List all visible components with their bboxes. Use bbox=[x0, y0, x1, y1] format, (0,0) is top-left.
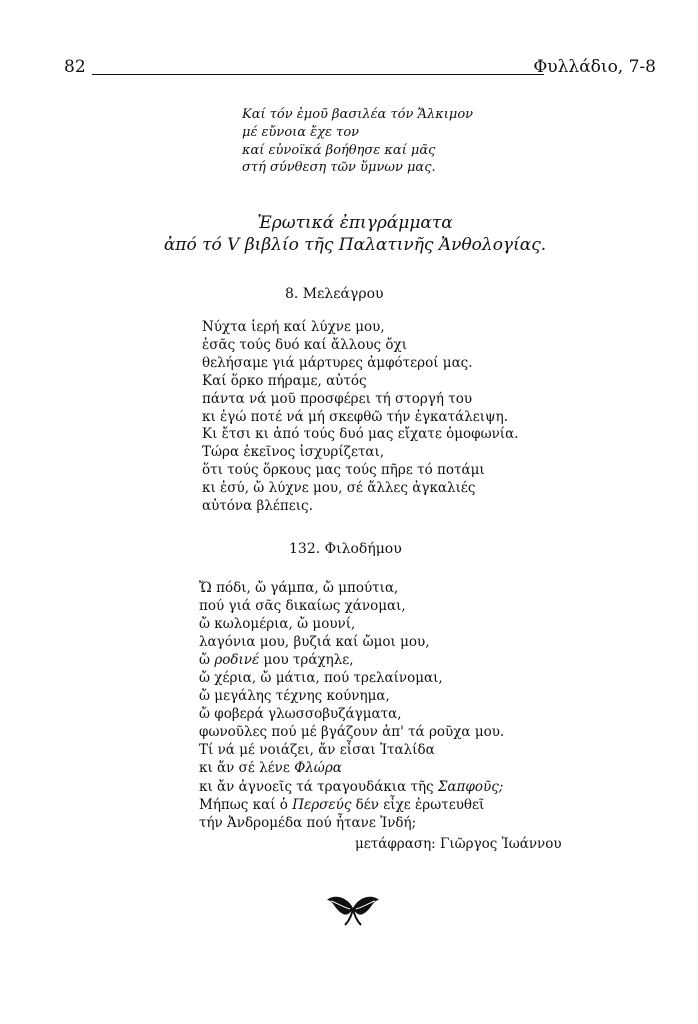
poem-line: κι ἐσύ, ὤ λύχνε μου, σέ ἄλλες ἀγκαλιές bbox=[202, 480, 476, 497]
poem-line: τήν Ἀνδρομέδα πού ἦτανε Ἰνδή; bbox=[199, 814, 417, 831]
italic-word: Περσεύς bbox=[292, 796, 352, 813]
poem-line: λαγόνια μου, βυζιά καί ὤμοι μου, bbox=[199, 634, 430, 651]
poem-line: κι ἄν ἀγνοεῖς τά τραγουδάκια τῆς Σαπφοῦς; bbox=[199, 778, 504, 795]
poem-line: ἐσᾶς τούς δυό καί ἄλλους ὄχι bbox=[202, 336, 407, 353]
poem-line: Καί ὅρκο πήραμε, αὐτός bbox=[202, 372, 367, 389]
poem-line: Τί νά μέ νοιάζει, ἄν εἶσαι Ἰταλίδα bbox=[199, 742, 435, 759]
poem-line: ὤ ροδινέ μου τράχηλε, bbox=[199, 652, 354, 669]
intro-line: Καί τόν ἐμοῦ βασιλέα τόν Ἄλκιμον bbox=[242, 107, 474, 122]
running-title: Φυλλάδιο, 7-8 bbox=[533, 57, 656, 77]
italic-word: Φλώρα bbox=[294, 760, 342, 777]
poem-line: φωνοῦλες πού μέ βγάζουν ἀπ' τά ροῦχα μου. bbox=[199, 724, 505, 741]
poem-line: Τώρα ἐκεῖνος ἰσχυρίζεται, bbox=[202, 444, 385, 461]
page-number: 82 bbox=[64, 57, 86, 77]
poem-line: θελήσαμε γιά μάρτυρες ἀμφότεροί μας. bbox=[202, 354, 473, 371]
section-title bbox=[160, 212, 550, 256]
poem-line: κι ἐγώ ποτέ νά μή σκεφθῶ τήν ἐγκατάλειψη. bbox=[202, 408, 508, 425]
intro-stanza bbox=[242, 106, 473, 177]
poem-line: ὤ κωλομέρια, ὤ μουνί, bbox=[199, 616, 356, 633]
poem-line: αὐτόνα βλέπεις. bbox=[202, 498, 313, 515]
poem-line: Ὤ πόδι, ὤ γάμπα, ὤ μπούτια, bbox=[199, 580, 399, 596]
poem-line: Κι ἔτσι κι ἀπό τούς δυό μας εἴχατε ὁμοφωνία. bbox=[202, 426, 519, 443]
poem-line: Νύχτα ἱερή καί λύχνε μου, bbox=[202, 319, 385, 335]
poem-line: πού γιά σᾶς δικαίως χάνομαι, bbox=[199, 598, 406, 615]
poem-line: ὅτι τούς ὅρκους μας τούς πῆρε τό ποτάμι bbox=[202, 462, 485, 479]
poem-heading-meleagrou: 8. Μελεάγρου bbox=[285, 286, 384, 302]
page-header bbox=[64, 57, 664, 81]
intro-line: στή σύνθεση τῶν ὕμνων μας. bbox=[242, 160, 436, 176]
poem-line: ὤ χέρια, ὤ μάτια, πού τρελαίνομαι, bbox=[199, 670, 443, 687]
poem-line: ὤ φοβερά γλωσσοβυζάγματα, bbox=[199, 706, 402, 723]
translator-credit: μετάφραση: Γιῶργος Ἰωάννου bbox=[355, 836, 562, 852]
header-rule bbox=[92, 74, 544, 75]
poem-heading-philodimou: 132. Φιλοδήμου bbox=[289, 541, 402, 557]
intro-line: μέ εὔνοια ἔχε τον bbox=[242, 124, 360, 140]
section-title-line: ἀπό τό V βιβλίο τῆς Παλατινῆς Ἀνθολογίας. bbox=[163, 235, 547, 255]
poem-line: πάντα νά μοῦ προσφέρει τή στοργή του bbox=[202, 390, 473, 407]
poem-meleagrou bbox=[202, 319, 519, 516]
italic-word: Σαπφοῦς; bbox=[437, 778, 504, 795]
italic-word: ροδινέ bbox=[214, 652, 260, 669]
poem-line: ὤ μεγάλης τέχνης κούνημα, bbox=[199, 688, 390, 705]
poem-line: κι ἄν σέ λένε Φλώρα bbox=[199, 760, 342, 777]
poem-line: Μήπως καί ὁ Περσεύς δέν εἶχε ἐρωτευθεῖ bbox=[199, 796, 485, 813]
poem-philodimou bbox=[199, 579, 504, 832]
intro-line: καί εὐνοϊκά βοήθησε καί μᾶς bbox=[242, 142, 436, 158]
leaf-ornament-icon bbox=[323, 888, 383, 928]
section-title-line: Ἐρωτικά ἐπιγράμματα bbox=[257, 213, 453, 233]
